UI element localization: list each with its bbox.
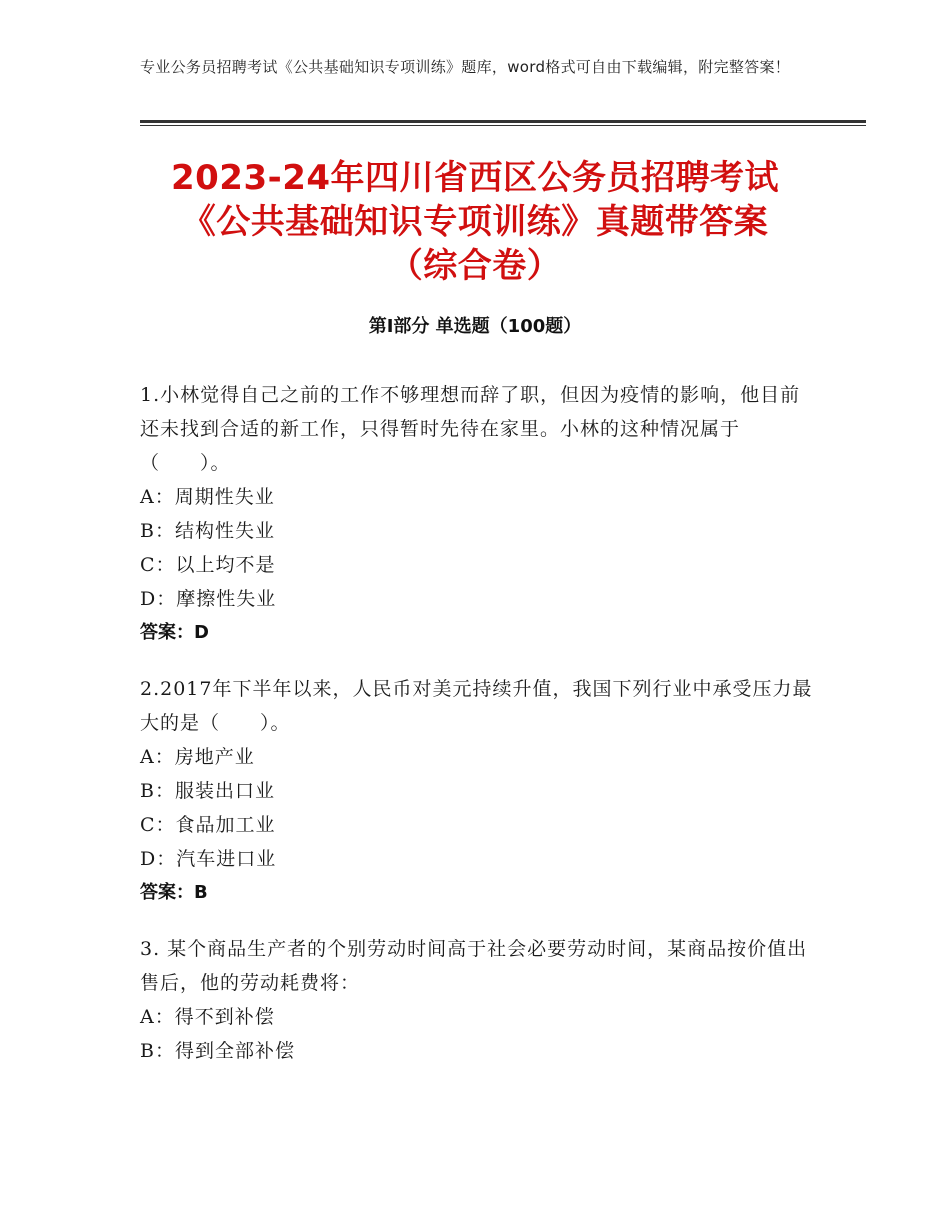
question-stem: 1.小林觉得自己之前的工作不够理想而辞了职，但因为疫情的影响，他目前还未找到合适的新工作，只得暂时先待在家里。小林的这种情况属于（ ）。 <box>140 384 801 474</box>
document-title: 2023-24年四川省西区公务员招聘考试《公共基础知识专项训练》真题带答案（综合卷） <box>170 158 780 286</box>
header-divider-thick-line <box>140 120 866 123</box>
question-stem: 3. 某个商品生产者的个别劳动时间高于社会必要劳动时间，某商品按价值出售后，他的劳动耗费将： <box>140 938 808 994</box>
question-list <box>140 378 820 1090</box>
header-note: 专业公务员招聘考试《公共基础知识专项训练》题库，word格式可自由下载编辑，附完整答案！ <box>140 58 791 76</box>
option-a: A：房地产业 <box>140 746 255 768</box>
question-3 <box>140 932 820 1068</box>
question-stem: 2.2017年下半年以来，人民币对美元持续升值，我国下列行业中承受压力最大的是（ ）。 <box>140 678 813 734</box>
option-d: D：汽车进口业 <box>140 848 277 870</box>
option-a: A：得不到补偿 <box>140 1006 275 1028</box>
answer-label: 答案：B <box>140 882 208 903</box>
header-divider <box>140 120 866 126</box>
option-b: B：服装出口业 <box>140 780 275 802</box>
question-1 <box>140 378 820 650</box>
question-2 <box>140 672 820 910</box>
header-divider-thin-line <box>140 125 866 126</box>
option-b: B：结构性失业 <box>140 520 275 542</box>
option-c: C：食品加工业 <box>140 814 276 836</box>
option-d: D：摩擦性失业 <box>140 588 277 610</box>
option-a: A：周期性失业 <box>140 486 275 508</box>
answer-label: 答案：D <box>140 622 209 643</box>
section-title: 第Ⅰ部分 单选题（100题） <box>368 316 582 337</box>
option-b: B：得到全部补偿 <box>140 1040 295 1062</box>
option-c: C：以上均不是 <box>140 554 276 576</box>
